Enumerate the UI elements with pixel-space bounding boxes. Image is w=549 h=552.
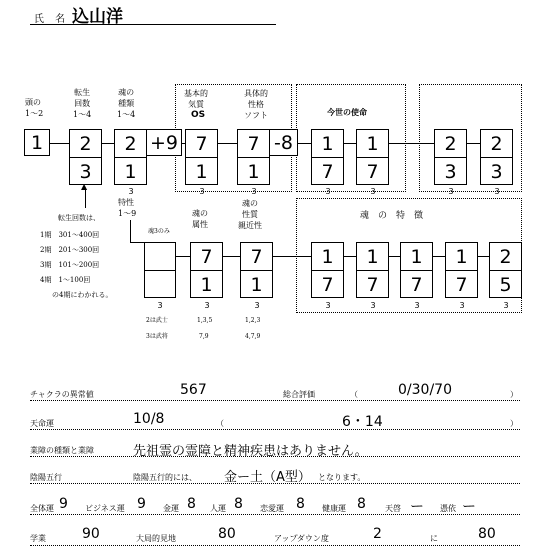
gosho-label: 業障の種類と業障 <box>30 446 94 455</box>
tensei-arrow-line <box>85 188 86 208</box>
count-kihon: 3 <box>199 187 205 196</box>
right2-bottom-digit: 3 <box>490 161 503 183</box>
minus8-text: -8 <box>274 132 293 154</box>
count-soul3: 3 <box>157 301 163 310</box>
feature2-bottom-digit: 7 <box>366 274 379 296</box>
count-nature: 3 <box>254 301 260 310</box>
gutai-bottom-digit: 1 <box>247 161 260 183</box>
kihon-top-digit: 7 <box>195 133 208 155</box>
hyoi-label: 憑依 <box>440 504 456 513</box>
konse-box-1 <box>311 129 344 185</box>
tenchi-value: ー <box>410 499 424 515</box>
count-konse1: 3 <box>325 187 331 196</box>
rule-5 <box>30 514 520 515</box>
soul3-box <box>144 242 176 298</box>
feature-box-5 <box>489 242 522 298</box>
konse2-top-digit: 1 <box>366 133 379 155</box>
feature5-bottom-digit: 5 <box>499 274 512 296</box>
renai-value: 8 <box>296 496 305 512</box>
soul3-divider <box>145 270 175 271</box>
feature4-bottom-digit: 7 <box>455 274 468 296</box>
feature-box-4 <box>445 242 478 298</box>
gutai-box <box>237 129 270 185</box>
attr-top-digit: 7 <box>200 246 213 268</box>
soul-type-divider <box>115 157 146 158</box>
nature-bottom-digit: 1 <box>250 274 263 296</box>
nature-box <box>240 242 273 298</box>
feature2-top-digit: 1 <box>366 246 379 268</box>
period-note: の4期にわかれる。 <box>52 291 113 299</box>
feature3-top-digit: 1 <box>410 246 423 268</box>
gutai-label: 具体的 性格 ソフト <box>244 89 268 120</box>
gakugyo-value: 90 <box>82 526 100 542</box>
feature1-divider <box>312 270 343 271</box>
rule-3 <box>30 456 520 457</box>
count-konse2: 3 <box>370 187 376 196</box>
tokusei-connector-v <box>130 220 131 242</box>
inyo-pre: 陰陽五行的には、 <box>133 473 197 482</box>
kihon-bottom-digit: 1 <box>195 161 208 183</box>
soul-type-bottom-digit: 1 <box>124 161 137 183</box>
kinun-value: 8 <box>187 496 196 512</box>
gutai-top-digit: 7 <box>247 133 260 155</box>
name-underline <box>30 24 276 25</box>
count-feature2: 3 <box>370 301 376 310</box>
head-label: 頭の 1～2 <box>25 98 44 118</box>
rule-4 <box>30 483 520 484</box>
feature4-divider <box>446 270 477 271</box>
tensei-label: 転生 回数 1～4 <box>73 88 92 119</box>
kihon-box <box>185 129 218 185</box>
right2-divider <box>481 157 512 158</box>
kihon-divider <box>186 157 217 158</box>
count-feature5: 3 <box>503 301 509 310</box>
rule-6 <box>30 545 520 546</box>
soul-type-top-digit: 2 <box>124 133 137 155</box>
right1-divider <box>435 157 466 158</box>
tenmei-close: ） <box>510 419 518 428</box>
bushi3-note: 3は武将 <box>146 333 168 340</box>
chakra-value: 567 <box>180 382 207 398</box>
konse1-divider <box>312 157 343 158</box>
bushi2-note: 2は武士 <box>146 317 168 324</box>
total-close: ） <box>510 390 518 399</box>
konse1-bottom-digit: 7 <box>321 161 334 183</box>
rule-1 <box>30 400 520 401</box>
tenmei-open: （ <box>216 419 224 428</box>
period-3: 3期 101～200回 <box>40 261 100 269</box>
attr-note-2: 7,9 <box>199 333 209 340</box>
konse2-bottom-digit: 7 <box>366 161 379 183</box>
hyoi-value: ー <box>462 499 476 515</box>
konse1-top-digit: 1 <box>321 133 334 155</box>
gosho-value: 先祖霊の霊障と精神疾患はありません。 <box>133 444 368 459</box>
gakugyo-label: 学業 <box>30 534 46 543</box>
name-value: 込山洋 <box>72 7 123 27</box>
chakra-label: チャクラの異常値 <box>30 390 94 399</box>
minus8-box <box>270 129 298 156</box>
nature-note-1: 1,2,3 <box>245 317 261 324</box>
ni-value: 80 <box>478 526 496 542</box>
feature4-top-digit: 1 <box>455 246 468 268</box>
inyo-post: となります。 <box>318 473 366 482</box>
zentai-value: 9 <box>59 496 68 512</box>
konse-label: 今世の使命 <box>327 108 367 117</box>
nature-note-2: 4,7,9 <box>245 333 261 340</box>
total-open: （ <box>350 390 358 399</box>
name-label: 氏 名 <box>34 14 70 25</box>
count-feature1: 3 <box>325 301 331 310</box>
feature-box-3 <box>400 242 433 298</box>
count-right1: 3 <box>448 187 454 196</box>
feature3-divider <box>401 270 432 271</box>
nature-divider <box>241 270 272 271</box>
tensei-bottom-digit: 3 <box>79 161 92 183</box>
tokusei-connector-h <box>130 242 144 243</box>
attr-bottom-digit: 1 <box>200 274 213 296</box>
head-digit: 1 <box>30 132 44 154</box>
tensei-box <box>69 129 102 185</box>
business-value: 9 <box>137 496 146 512</box>
inyo-value: 金ー土（A型） <box>224 470 311 485</box>
kenko-value: 8 <box>357 496 366 512</box>
feature-box-1 <box>311 242 344 298</box>
feature-box-2 <box>356 242 389 298</box>
os-label: OS <box>191 110 206 120</box>
count-gutai: 3 <box>251 187 257 196</box>
taikyoku-value: 80 <box>218 526 236 542</box>
feature1-bottom-digit: 7 <box>321 274 334 296</box>
nature-top-digit: 7 <box>250 246 263 268</box>
renai-label: 恋愛運 <box>260 504 284 513</box>
zentai-label: 全体運 <box>30 504 54 513</box>
kinun-label: 金運 <box>163 504 179 513</box>
soul-feature-label: 魂 の 特 徴 <box>360 211 424 221</box>
period-1: 1期 301～400回 <box>40 231 100 239</box>
inyo-label: 陰陽五行 <box>30 473 62 482</box>
soul3only-label: 魂3のみ <box>148 228 170 235</box>
gutai-divider <box>238 157 269 158</box>
tensei-divider <box>70 157 101 158</box>
tokusei-label: 特性 1～9 <box>118 198 137 218</box>
tenmei-label: 天命運 <box>30 419 54 428</box>
tenchi-label: 天啓 <box>385 504 401 513</box>
count-feature4: 3 <box>459 301 465 310</box>
plus9-text: +9 <box>149 132 178 154</box>
tenmei-inner: 6・14 <box>342 414 383 430</box>
period-4: 4期 1～100回 <box>40 276 91 284</box>
feature3-bottom-digit: 7 <box>410 274 423 296</box>
updown-label: アップダウン度 <box>274 534 329 543</box>
right2-top-digit: 2 <box>490 133 503 155</box>
right1-top-digit: 2 <box>444 133 457 155</box>
updown-value: 2 <box>373 526 382 542</box>
kenko-label: 健康運 <box>322 504 346 513</box>
attr-label: 魂の 属性 <box>192 209 208 229</box>
tensei-top-digit: 2 <box>79 133 92 155</box>
right-box-1 <box>434 129 467 185</box>
right-box-2 <box>480 129 513 185</box>
tensei-note: 転生回数は、 <box>58 214 100 222</box>
konse2-divider <box>357 157 388 158</box>
jinun-label: 人運 <box>210 504 226 513</box>
total-value: 0/30/70 <box>398 382 452 398</box>
business-label: ビジネス運 <box>85 504 125 513</box>
feature5-divider <box>490 270 521 271</box>
feature5-top-digit: 2 <box>499 246 512 268</box>
plus9-box <box>147 129 182 156</box>
count-right2: 3 <box>494 187 500 196</box>
feature2-divider <box>357 270 388 271</box>
total-label: 総合評価 <box>283 390 315 399</box>
rule-2 <box>30 429 520 430</box>
attr-divider <box>191 270 222 271</box>
count-attr: 3 <box>204 301 210 310</box>
tensei-arrow-head: ▲ <box>81 182 88 191</box>
feature1-top-digit: 1 <box>321 246 334 268</box>
tenmei-value: 10/8 <box>133 411 165 427</box>
right1-bottom-digit: 3 <box>444 161 457 183</box>
kihon-label: 基本的 気質 <box>184 89 208 109</box>
jinun-value: 8 <box>234 496 243 512</box>
attr-note-1: 1,3,5 <box>197 317 213 324</box>
head-box <box>24 129 50 156</box>
attr-box <box>190 242 223 298</box>
soul-type-label: 魂の 種類 1～4 <box>117 88 136 119</box>
ni-label: に <box>430 534 438 543</box>
count-soul-type: 3 <box>128 187 134 196</box>
taikyoku-label: 大局的見地 <box>136 534 176 543</box>
soul-type-box <box>114 129 147 185</box>
nature-label: 魂の 性質 親近性 <box>238 199 262 230</box>
count-feature3: 3 <box>414 301 420 310</box>
period-2: 2期 201～300回 <box>40 246 100 254</box>
konse-box-2 <box>356 129 389 185</box>
